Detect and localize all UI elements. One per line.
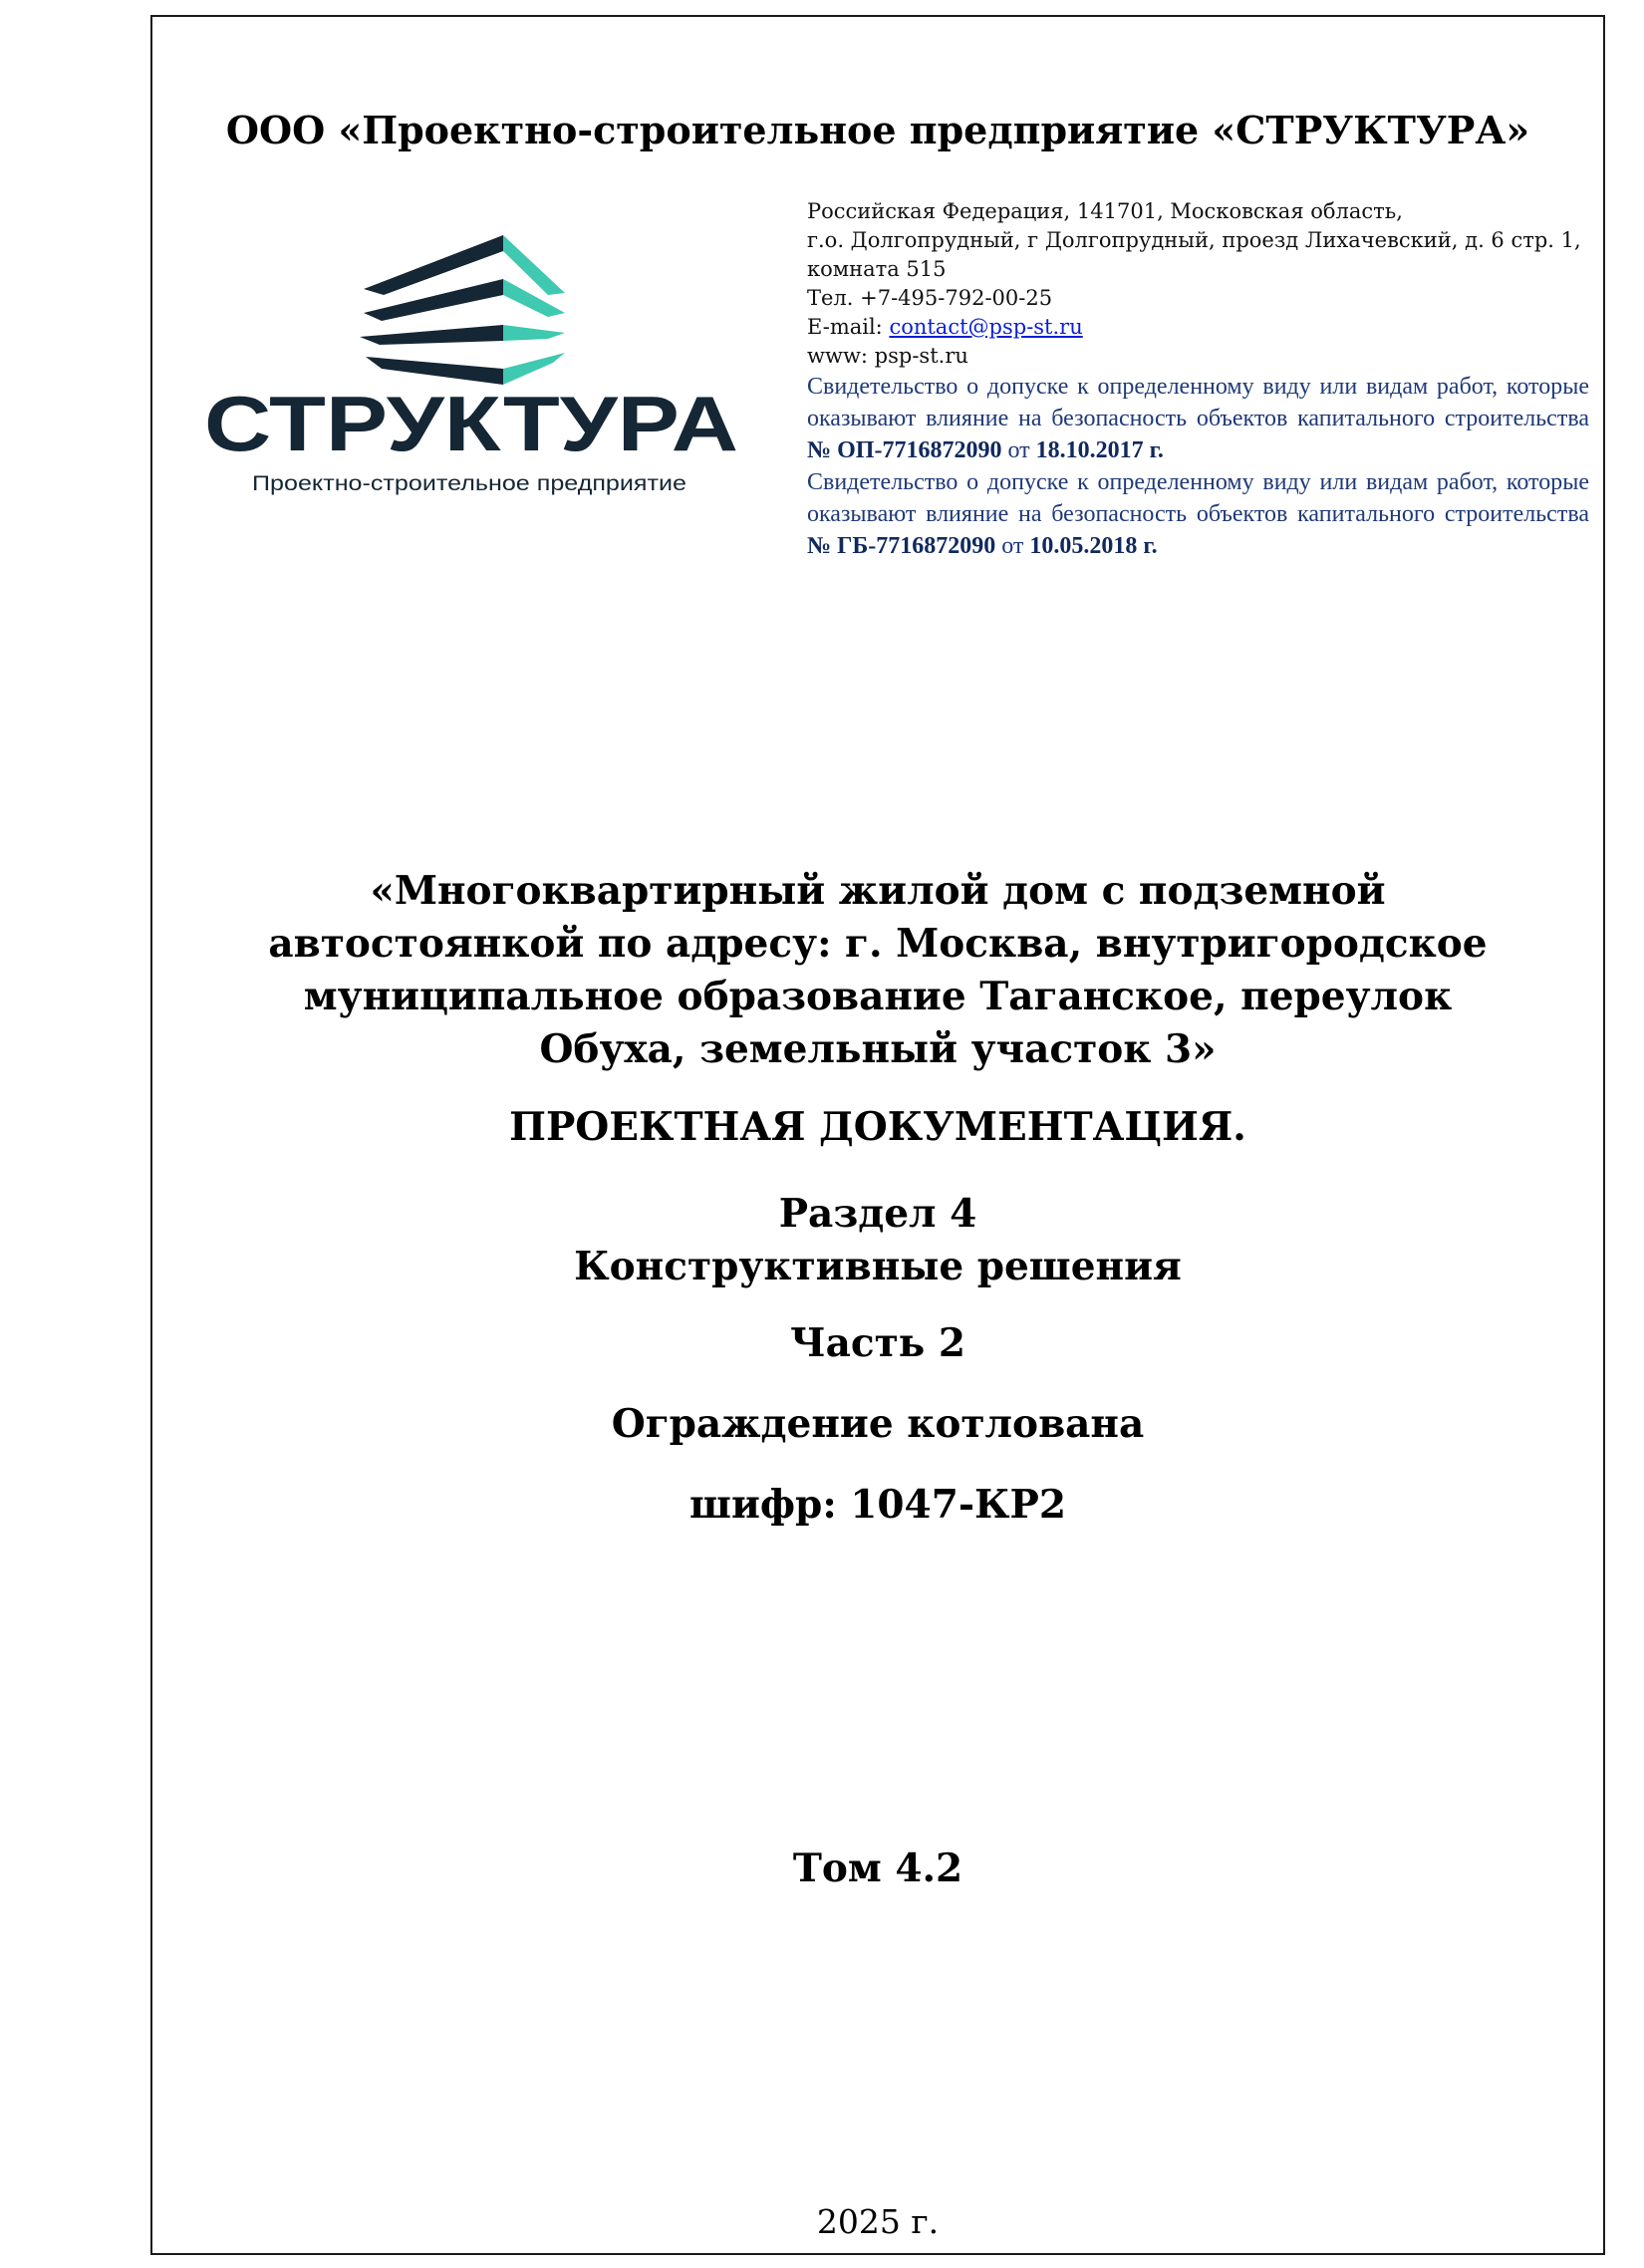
- certificate-1-from: от: [1001, 437, 1036, 463]
- project-title: [150, 865, 1605, 1076]
- project-title-line-4: Обуха, земельный участок 3»: [539, 1026, 1217, 1072]
- email-link[interactable]: contact@psp-st.ru: [889, 315, 1083, 339]
- phone: Тел. +7-495-792-00-25: [807, 286, 1053, 310]
- certificate-2-date: 10.05.2018 г.: [1029, 533, 1158, 559]
- section-heading: [150, 1188, 1605, 1293]
- document-code: шифр: 1047-КР2: [689, 1482, 1066, 1528]
- logo-tagline: Проектно-строительное предприятие: [252, 472, 686, 495]
- section-number: Раздел 4: [778, 1191, 977, 1237]
- certificate-1-date: 18.10.2017 г.: [1035, 437, 1164, 463]
- project-title-line-2: автостоянкой по адресу: г. Москва, внутригородское: [268, 921, 1488, 967]
- email-label: E-mail:: [807, 315, 890, 339]
- certificate-1: [807, 371, 1589, 466]
- company-name: ООО «Проектно-строительное предприятие «СТРУКТУРА»: [225, 108, 1530, 152]
- logo-stripe-3-dark: [360, 325, 503, 345]
- certificate-2-text: Свидетельство о допуске к определенному виду или видам работ, которые оказывают влияние на безопасность объектов капитального строительства: [807, 469, 1589, 527]
- certificate-1-number: № ОП-7716872090: [807, 437, 1002, 463]
- address-line-3: комната 515: [807, 257, 947, 281]
- part-number: Часть 2: [790, 1320, 965, 1366]
- certificate-2-from: от: [995, 533, 1030, 559]
- address-line-2: г.о. Долгопрудный, г Долгопрудный, проезд Лихачевский, д. 6 стр. 1,: [807, 228, 1581, 252]
- project-title-line-1: «Многоквартирный жилой дом с подземной: [370, 868, 1386, 914]
- document-year: 2025 г.: [816, 2202, 940, 2241]
- certificate-2: [807, 466, 1589, 562]
- company-contacts: [807, 197, 1589, 562]
- logo-mark: [204, 229, 742, 498]
- email-line: [807, 313, 1589, 342]
- company-logo: [204, 229, 742, 498]
- address-line-1: Российская Федерация, 141701, Московская область,: [807, 199, 1403, 223]
- section-name: Конструктивные решения: [574, 1244, 1182, 1289]
- project-title-line-3: муниципальное образование Таганское, переулок: [303, 974, 1453, 1019]
- document-type: ПРОЕКТНАЯ ДОКУМЕНТАЦИЯ.: [509, 1104, 1246, 1150]
- volume-number: Том 4.2: [792, 1845, 963, 1891]
- part-name: Ограждение котлована: [611, 1401, 1145, 1447]
- logo-wordmark: СТРУКТУРА: [204, 380, 738, 467]
- certificate-1-text: Свидетельство о допуске к определенному виду или видам работ, которые оказывают влияние на безопасность объектов капитального строительства: [807, 374, 1589, 431]
- logo-stripe-3-accent: [503, 325, 565, 341]
- website: www: psp-st.ru: [807, 344, 968, 368]
- certificate-2-number: № ГБ-7716872090: [807, 533, 996, 559]
